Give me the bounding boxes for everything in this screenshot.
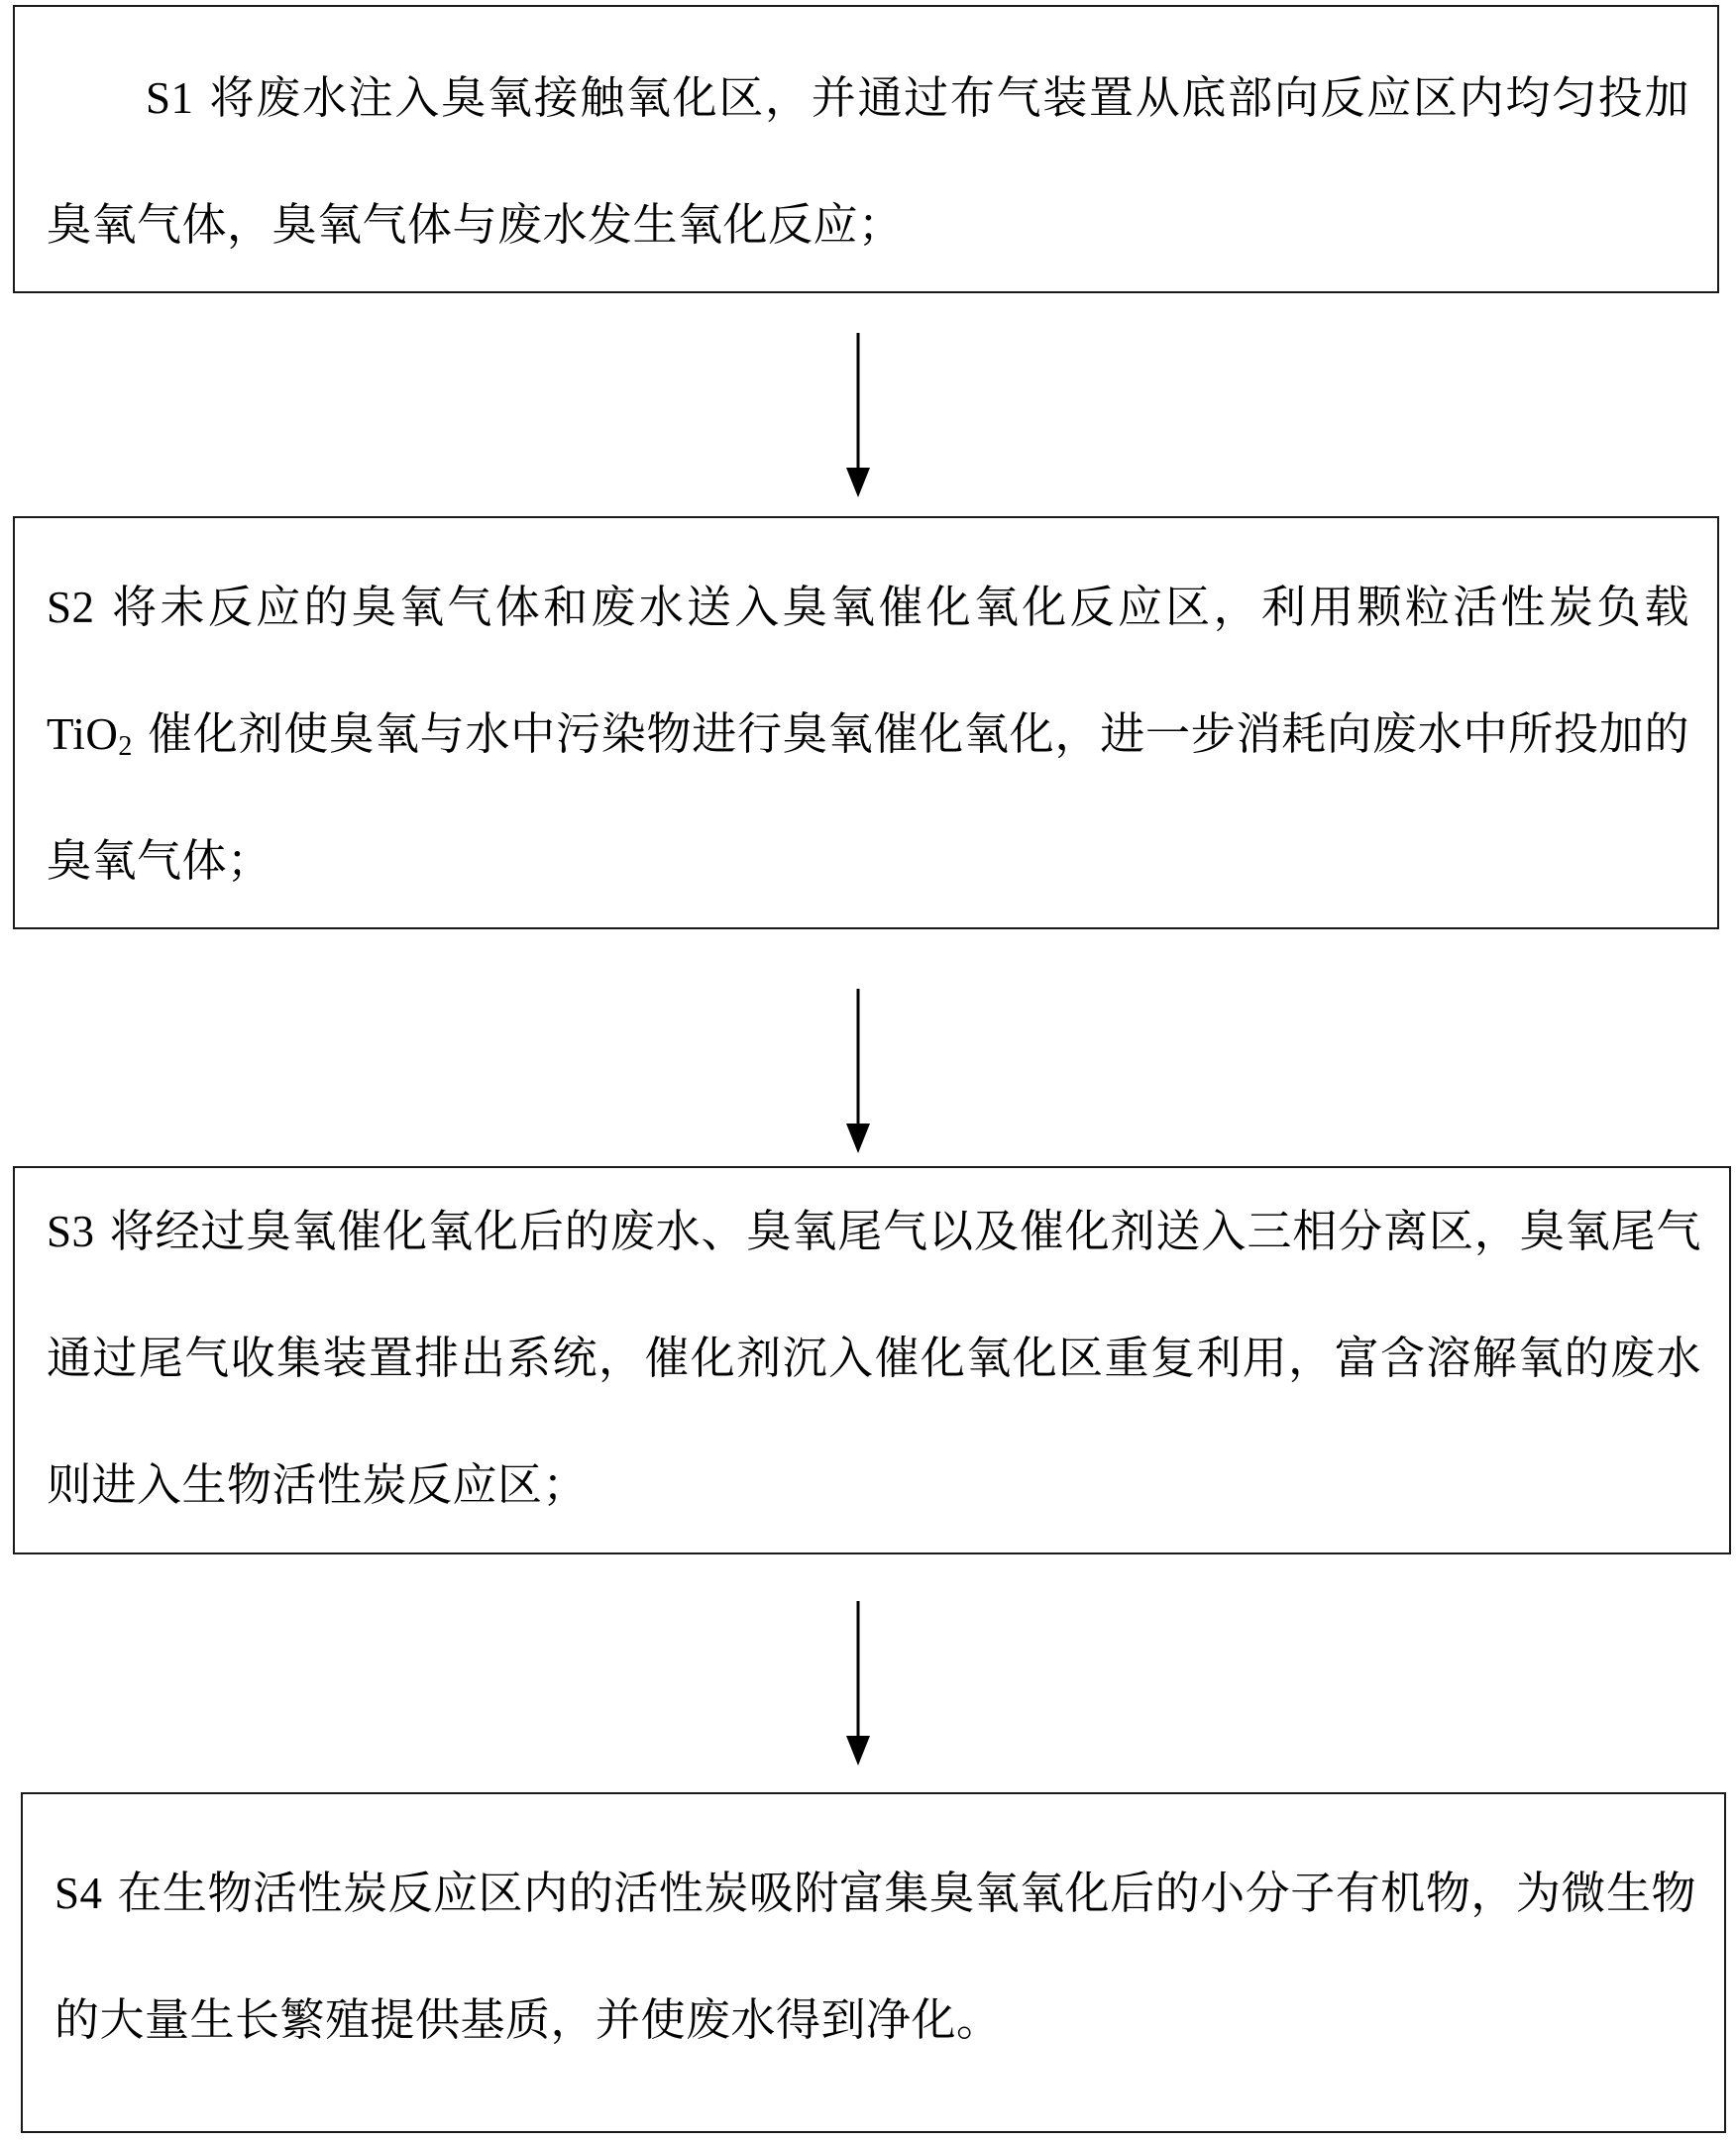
step-text-s4 (54, 1830, 1696, 2084)
step-id-s4: S4 (54, 1869, 103, 1918)
flow-arrow-1-icon (838, 333, 878, 499)
step-text-s1 (47, 35, 1689, 288)
step-text-s2 (47, 544, 1689, 924)
step-id-s1: S1 (146, 73, 194, 123)
step-desc-s4: 在生物活性炭反应区内的活性炭吸附富集臭氧氧化后的小分子有机物，为微生物的大量生长繁殖提供基质，并使废水得到净化。 (54, 1867, 1696, 2046)
flow-arrow-3-icon (838, 1601, 878, 1767)
step-text-s3 (47, 1168, 1701, 1549)
flow-arrow-2-icon (838, 989, 878, 1155)
step-box-s4 (21, 1792, 1726, 2133)
step-desc-s2-part1: 将未反应的臭氧气体和废水送入臭氧催化氧化反应区，利用颗粒活性炭负载 (112, 581, 1689, 633)
step-desc-s1: 将废水注入臭氧接触氧化区，并通过布气装置从底部向反应区内均匀投加臭氧气体，臭氧气体与废水发生氧化反应； (47, 71, 1689, 251)
step-box-s2 (13, 516, 1719, 929)
step-id-s2: S2 (47, 583, 95, 632)
step-box-s1 (13, 5, 1719, 293)
step-desc-s2-part2: 催化剂使臭氧与水中污染物进行臭氧催化氧化，进一步消耗向废水中所投加的臭氧气体； (47, 707, 1689, 887)
step-desc-s3: 将经过臭氧催化氧化后的废水、臭氧尾气以及催化剂送入三相分离区，臭氧尾气通过尾气收集装置排出系统，催化剂沉入催化氧化区重复利用，富含溶解氧的废水则进入生物活性炭反应区； (47, 1205, 1701, 1511)
step-box-s3 (13, 1166, 1731, 1554)
formula-tio2: TiO$_2$ (47, 709, 133, 762)
step-id-s3: S3 (47, 1207, 95, 1256)
